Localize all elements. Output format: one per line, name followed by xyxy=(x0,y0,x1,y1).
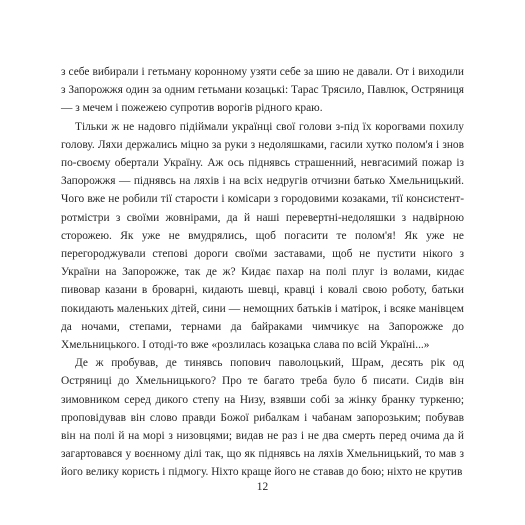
body-text xyxy=(61,63,464,482)
paragraph-3: Де ж пробував, де тинявсь попович паволоцький, Шрам, десять рік од Остряниці до Хмельницького? Про те багато треба було б писати. Сидів він зимовником серед дикого степу на Низу, взявши собі за жінку бранку туркеню; проповідував він слово правди Божої рибалкам і чабанам запорозьким; побував він на полі й на морі з низовцями; видав не раз і не два смерть перед очима да й загартовався у воєнному ділі так, що як піднявсь на ляхів Хмельницький, то мав з його велику користь і підмогу. Ніхто краще його не ставав до бою; ніхто не крутив xyxy=(61,357,464,479)
paragraph-2: Тільки ж не надовго підіймали українці свої голови з-під їх корогвами похилу голову. Ляхи держались міцно за руки з недоляшками, гасили хутко полом'я і знов по-своєму обертали Україну. Аж ось піднявсь страшенний, невгасимий пожар із Запорожжя — піднявсь на ляхів і на всіх недругів отчизни батько Хмельницький. Чого вже не робили тії старости і комісари з городовими козаками, тії консистент-ротмістри з своїми жовнірами, да й наші перевертні-недоляшки з надвірною сторожею. Як уже не вмудрялись, щоб погасити те полом'я! Як уже не перегороджували степові дороги своїми заставами, щоб не пустити нікого з України на Запорожже, так де ж? Кидає пахар на полі плуг із волами, кидає пивовар казани в броварні, кидають шевці, кравці і ковалі свою роботу, батьки покидають маленьких дітей, сини — немощних батьків і матірок, і всяке манівцем да ночами, степами, тернами да байраками чимчикує на Запорожже до Хмельницького. І отоді-то вже «розлилась козацька слава по всій Україні...» xyxy=(61,120,464,352)
paragraph-1: з себе вибирали і гетьману коронному узяти себе за шию не давали. От і виходили з Запорожжя один за одним гетьмани козацькі: Тарас Трясило, Павлюк, Остряниця — з мечем і пожежею супротив ворогів рідного краю. xyxy=(61,66,464,115)
page-number: 12 xyxy=(256,481,269,493)
